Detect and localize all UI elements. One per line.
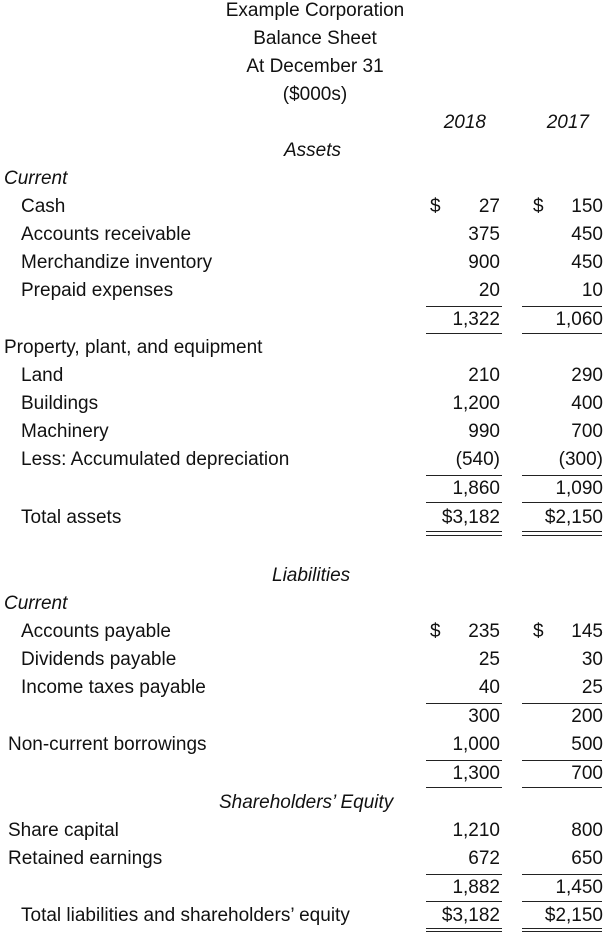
value-2017: 290 — [571, 365, 603, 386]
value-2017: 10 — [581, 280, 603, 301]
value-2017: 25 — [581, 677, 603, 698]
value-2017: $ 145 — [533, 621, 603, 642]
subtotal-rule — [522, 901, 602, 902]
value-2017: 400 — [571, 393, 603, 414]
value-2017: 700 — [571, 421, 603, 442]
ppe-label: Property, plant, and equipment — [4, 337, 263, 358]
double-rule — [522, 931, 602, 932]
value-2018: 900 — [468, 252, 500, 273]
value-2018: 40 — [478, 677, 500, 698]
value-2018: 672 — [468, 848, 500, 869]
liabilities-total-2018: 1,300 — [452, 763, 500, 784]
current-assets-total-2017: 1,060 — [555, 309, 603, 330]
subtotal-rule — [426, 306, 502, 307]
row-label: Retained earnings — [8, 848, 163, 869]
equity-heading: Shareholders’ Equity — [219, 792, 394, 813]
dollar-sign: $ — [430, 621, 441, 642]
subtotal-rule — [426, 874, 502, 875]
double-rule — [522, 928, 602, 929]
value-2017: (300) — [558, 449, 603, 470]
total-assets-label: Total assets — [21, 507, 122, 528]
row-label: Share capital — [8, 820, 119, 841]
row-label: Income taxes payable — [21, 677, 206, 698]
total-assets-2017: $2,150 — [544, 507, 603, 528]
value-2018: $ 27 — [430, 196, 500, 217]
column-header-2017: 2017 — [546, 112, 589, 133]
noncurrent-borrowings-label: Non-current borrowings — [8, 734, 207, 755]
double-rule — [522, 535, 602, 536]
subtotal-rule — [426, 760, 502, 761]
noncurrent-borrowings-2017: 500 — [571, 734, 603, 755]
statement-date: At December 31 — [246, 56, 384, 77]
liabilities-heading: Liabilities — [272, 565, 351, 586]
row-label: Land — [21, 365, 64, 386]
value-2017: 800 — [571, 820, 603, 841]
double-rule — [426, 928, 502, 929]
value-2018: 1,210 — [452, 820, 500, 841]
subtotal-rule — [522, 787, 602, 788]
current-liabilities-label: Current — [4, 593, 68, 614]
value-2018: $ 235 — [430, 621, 500, 642]
subtotal-rule — [522, 703, 602, 704]
value-2017: 450 — [571, 252, 603, 273]
liabilities-total-2017: 700 — [571, 763, 603, 784]
row-label: Merchandize inventory — [21, 252, 213, 273]
subtotal-rule — [522, 333, 602, 334]
total-assets-2018: $3,182 — [441, 507, 500, 528]
grand-total-label: Total liabilities and shareholders’ equity — [21, 905, 350, 926]
assets-heading: Assets — [284, 140, 342, 161]
grand-total-2017: $2,150 — [544, 905, 603, 926]
current-liabilities-total-2018: 300 — [468, 706, 500, 727]
row-label: Buildings — [21, 393, 99, 414]
value-2018: (540) — [455, 449, 500, 470]
row-label: Dividends payable — [21, 649, 177, 670]
subtotal-rule — [522, 475, 602, 476]
subtotal-rule — [426, 901, 502, 902]
subtotal-rule — [522, 502, 602, 503]
units-label: ($000s) — [282, 84, 348, 105]
subtotal-rule — [522, 306, 602, 307]
current-assets-label: Current — [4, 168, 68, 189]
subtotal-rule — [522, 760, 602, 761]
ppe-total-2017: 1,090 — [555, 478, 603, 499]
subtotal-rule — [426, 502, 502, 503]
row-label: Cash — [21, 196, 66, 217]
subtotal-rule — [522, 874, 602, 875]
column-header-2018: 2018 — [443, 112, 486, 133]
dollar-sign: $ — [430, 196, 441, 217]
row-label: Accounts receivable — [21, 224, 192, 245]
value-2018: 25 — [478, 649, 500, 670]
grand-total-2018: $3,182 — [441, 905, 500, 926]
noncurrent-borrowings-2018: 1,000 — [452, 734, 500, 755]
current-assets-total-2018: 1,322 — [452, 309, 500, 330]
value-2017: 650 — [571, 848, 603, 869]
value-2018: 1,200 — [452, 393, 500, 414]
ppe-total-2018: 1,860 — [452, 478, 500, 499]
statement-title: Balance Sheet — [253, 28, 377, 49]
double-rule — [522, 531, 602, 532]
value-2017: $ 150 — [533, 196, 603, 217]
double-rule — [426, 535, 502, 536]
value-2017: 30 — [581, 649, 603, 670]
company-name: Example Corporation — [225, 0, 405, 21]
row-label: Less: Accumulated depreciation — [21, 449, 290, 470]
row-label: Prepaid expenses — [21, 280, 174, 301]
subtotal-rule — [426, 475, 502, 476]
value-2018: 375 — [468, 224, 500, 245]
row-label: Machinery — [21, 421, 109, 442]
equity-total-2018: 1,882 — [452, 877, 500, 898]
subtotal-rule — [426, 333, 502, 334]
value-2018: 990 — [468, 421, 500, 442]
row-label: Accounts payable — [21, 621, 171, 642]
value-2017: 450 — [571, 224, 603, 245]
current-liabilities-total-2017: 200 — [571, 706, 603, 727]
equity-total-2017: 1,450 — [555, 877, 603, 898]
subtotal-rule — [426, 703, 502, 704]
dollar-sign: $ — [533, 621, 544, 642]
double-rule — [426, 531, 502, 532]
value-2018: 210 — [468, 365, 500, 386]
subtotal-rule — [426, 787, 502, 788]
double-rule — [426, 931, 502, 932]
value-2018: 20 — [478, 280, 500, 301]
dollar-sign: $ — [533, 196, 544, 217]
